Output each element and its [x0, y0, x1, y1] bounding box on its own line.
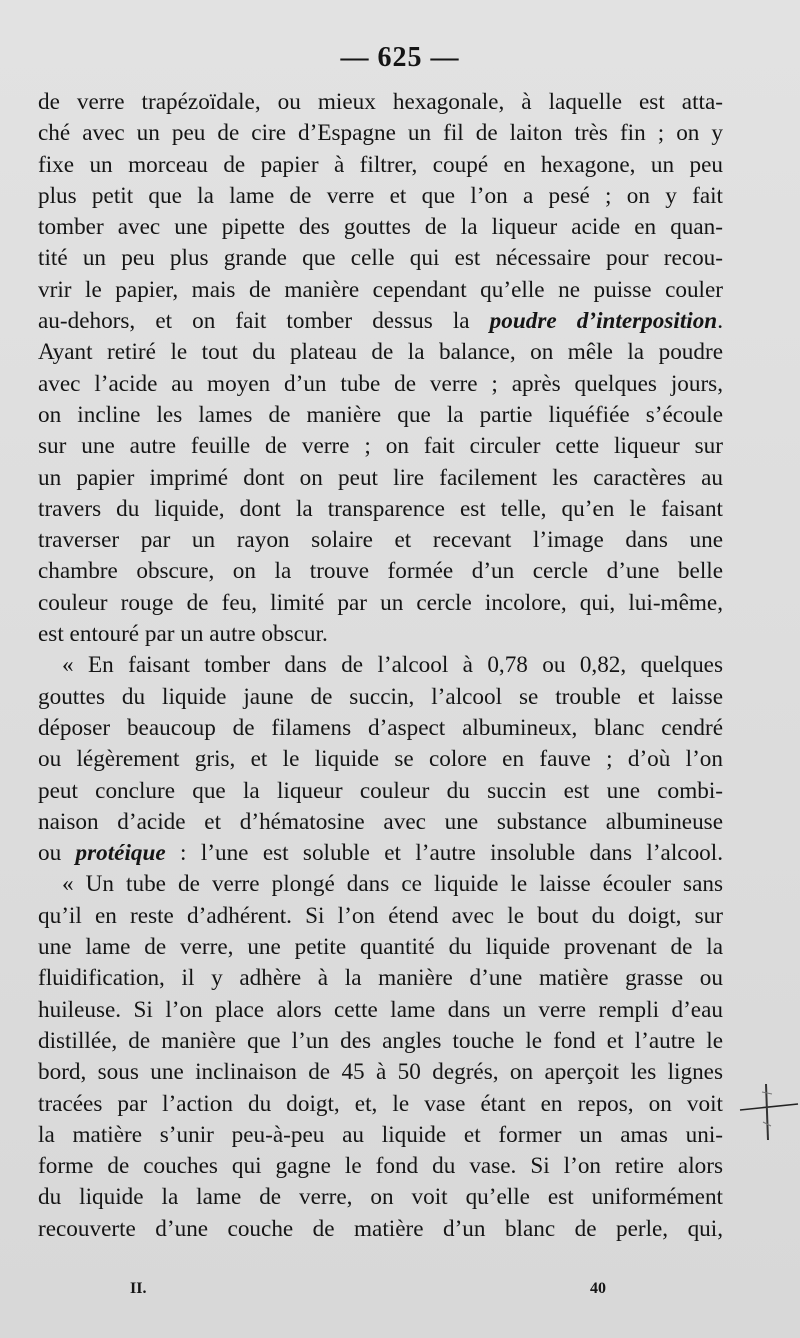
pencil-mark-icon — [736, 1082, 800, 1142]
text-line: un papier imprimé dont on peut lire facilement les caractères au — [38, 464, 723, 491]
page-body-text — [38, 87, 723, 1245]
text-line: la matière s’unir peu-à-peu au liquide et former un amas uni- — [38, 1121, 723, 1148]
text-line: « En faisant tomber dans de l’alcool à 0,78 ou 0,82, quelques — [62, 652, 723, 679]
text-line-with-emphasis — [38, 306, 723, 337]
text-line: déposer beaucoup de filamens d’aspect albumineux, blanc cendré — [38, 714, 723, 741]
text-segment: . — [717, 308, 723, 335]
page-footer — [0, 1280, 800, 1304]
text-segment: : l’une est soluble et l’autre insoluble dans l’alcool. — [165, 840, 723, 867]
text-line-with-emphasis — [38, 838, 723, 869]
text-line: peut conclure que la liqueur couleur du succin est une combi- — [38, 777, 723, 804]
text-line: bord, sous une inclinaison de 45 à 50 degrés, on aperçoit les lignes — [38, 1059, 723, 1086]
text-line: recouverte d’une couche de matière d’un blanc de perle, qui, — [38, 1215, 723, 1242]
text-segment: au-dehors, et on fait tomber dessus la — [38, 308, 490, 335]
text-line: forme de couches qui gagne le fond du vase. Si l’on retire alors — [38, 1153, 723, 1180]
text-line: sur une autre feuille de verre ; on fait circuler cette liqueur sur — [38, 433, 723, 460]
text-line: gouttes du liquide jaune de succin, l’alcool se trouble et laisse — [38, 683, 723, 710]
text-line: est entouré par un autre obscur. — [38, 621, 328, 648]
text-line: huileuse. Si l’on place alors cette lame dans un verre rempli d’eau — [38, 996, 723, 1023]
emphasized-term: protéique — [75, 840, 166, 867]
text-line: naison d’acide et d’hématosine avec une substance albumineuse — [38, 808, 723, 835]
text-line: ché avec un peu de cire d’Espagne un fil de laiton très fin ; on y — [38, 120, 723, 147]
text-line: tité un peu plus grande que celle qui est nécessaire pour recou- — [38, 245, 723, 272]
text-line: Ayant retiré le tout du plateau de la balance, on mêle la poudre — [38, 339, 723, 366]
text-line: distillée, de manière que l’un des angles touche le fond et l’autre le — [38, 1027, 723, 1054]
text-line: une lame de verre, une petite quantité du liquide provenant de la — [38, 934, 723, 961]
text-line: traverser par un rayon solaire et recevant l’image dans une — [38, 527, 723, 554]
page-number: — 625 — — [340, 42, 460, 73]
text-line: tracées par l’action du doigt, et, le vase étant en repos, on voit — [38, 1090, 723, 1117]
text-line: tomber avec une pipette des gouttes de la liqueur acide en quan- — [38, 214, 723, 241]
text-segment: ou — [38, 840, 76, 867]
volume-number: II. — [130, 1280, 147, 1297]
text-line: on incline les lames de manière que la partie liquéfiée s’écoule — [38, 401, 723, 428]
text-line: travers du liquide, dont la transparence est telle, qu’en le faisant — [38, 495, 723, 522]
text-line: fixe un morceau de papier à filtrer, coupé en hexagone, un peu — [38, 151, 723, 178]
signature-mark: 40 — [590, 1280, 606, 1297]
text-line: vrir le papier, mais de manière cependant qu’elle ne puisse couler — [38, 276, 723, 303]
text-line: couleur rouge de feu, limité par un cercle incolore, qui, lui-même, — [38, 589, 723, 616]
text-line: ou légèrement gris, et le liquide se colore en fauve ; d’où l’on — [38, 746, 723, 773]
text-line: du liquide la lame de verre, on voit qu’elle est uniformément — [38, 1184, 723, 1211]
text-line: « Un tube de verre plongé dans ce liquide le laisse écouler sans — [62, 871, 723, 898]
text-line: de verre trapézoïdale, ou mieux hexagonale, à laquelle est atta- — [38, 89, 723, 115]
emphasized-term: poudre d’interposition — [489, 308, 718, 335]
text-line: fluidification, il y adhère à la manière d’une matière grasse ou — [38, 965, 723, 992]
text-line: chambre obscure, on la trouve formée d’un cercle d’une belle — [38, 558, 723, 585]
text-line: avec l’acide au moyen d’un tube de verre ; après quelques jours, — [38, 370, 723, 397]
text-line: qu’il en reste d’adhérent. Si l’on étend avec le bout du doigt, sur — [38, 902, 723, 929]
text-line: plus petit que la lame de verre et que l’on a pesé ; on y fait — [38, 182, 723, 209]
